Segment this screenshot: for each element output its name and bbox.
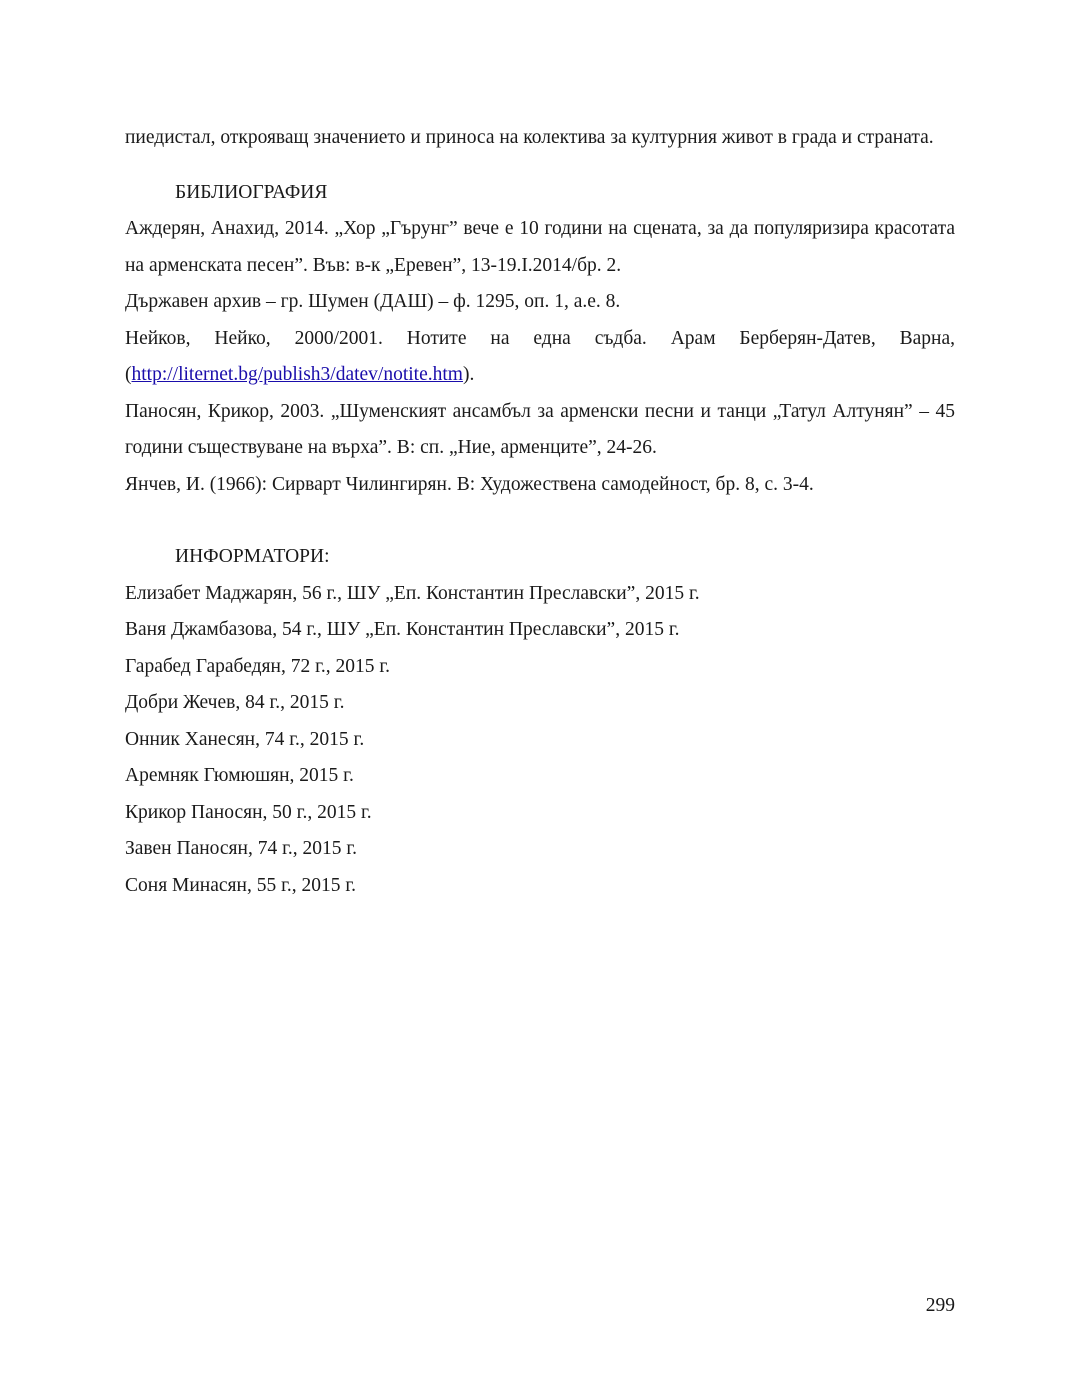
bibliography-entry-text: Нейков, Нейко, 2000/2001. Нотите на една съдба. Арам Берберян-Датев, Варна, (	[125, 327, 955, 385]
bibliography-entry: Аждерян, Анахид, 2014. „Хор „Гърунг” вече е 10 години на сцената, за да популяризира красотата на арменската песен”. Във: в-к „Еревен”, 13-19.I.2014/бр. 2.	[125, 218, 955, 276]
informant-entry: Аремняк Гюмюшян, 2015 г.	[125, 765, 354, 786]
informant-entry: Завен Паносян, 74 г., 2015 г.	[125, 838, 358, 859]
informant-entry: Крикор Паносян, 50 г., 2015 г.	[125, 801, 372, 823]
informant-entry: Ваня Джамбазова, 54 г., ШУ „Еп. Константин Преславски”, 2015 г.	[125, 619, 680, 640]
literature-link[interactable]: http://liternet.bg/publish3/datev/notite.htm	[131, 364, 463, 385]
bibliography-entry	[125, 321, 955, 394]
bibliography-entry: Държавен архив – гр. Шумен (ДАШ) – ф. 1295, оп. 1, а.е. 8.	[125, 291, 621, 312]
bibliography-heading: БИБЛИОГРАФИЯ	[175, 181, 328, 203]
informant-entry: Гарабед Гарабедян, 72 г., 2015 г.	[125, 655, 391, 677]
intro-paragraph: пиедистал, открояващ значението и приноса на колектива за културния живот в града и страната.	[125, 127, 934, 148]
bibliography-entry: Янчев, И. (1966): Сирварт Чилингирян. В: Художествена самодейност, бр. 8, с. 3-4.	[125, 473, 814, 495]
informant-entry: Добри Жечев, 84 г., 2015 г.	[125, 692, 345, 713]
bibliography-list	[125, 211, 955, 503]
bibliography-entry-text: ).	[462, 364, 475, 385]
informants-heading: ИНФОРМАТОРИ:	[175, 546, 330, 567]
informants-list	[125, 576, 955, 905]
page-number: 299	[925, 1295, 955, 1316]
page-body	[125, 120, 955, 904]
informant-entry: Онник Ханесян, 74 г., 2015 г.	[125, 728, 365, 750]
informant-entry: Соня Минасян, 55 г., 2015 г.	[125, 874, 357, 896]
bibliography-entry: Паносян, Крикор, 2003. „Шуменският ансамбъл за арменски песни и танци „Татул Алтунян” – 45 години съществуване на върха”. В: сп. „Ние, арменците”, 24-26.	[125, 400, 955, 458]
informant-entry: Елизабет Маджарян, 56 г., ШУ „Еп. Константин Преславски”, 2015 г.	[125, 582, 700, 604]
